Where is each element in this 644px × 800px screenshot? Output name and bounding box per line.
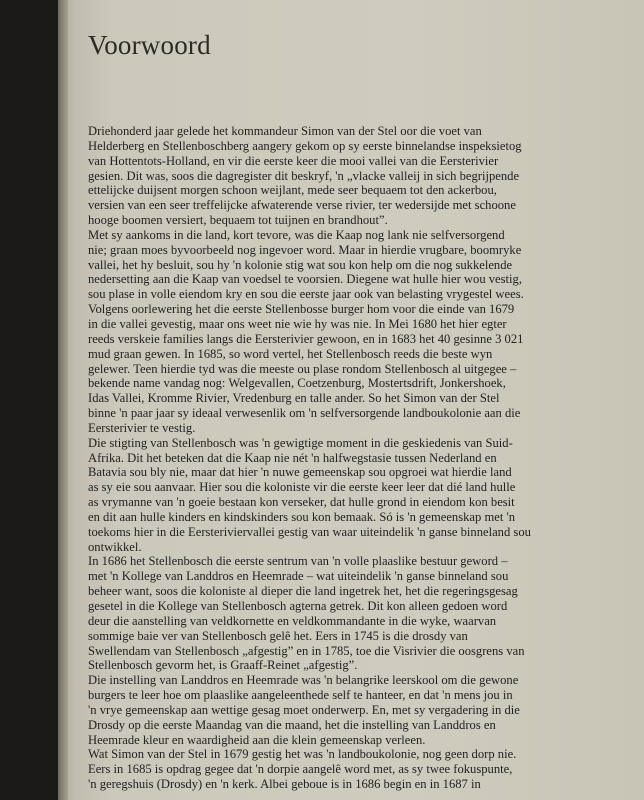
- text-line: binne 'n paar jaar sy ideaal verwesenlik om 'n selfversorgende landboukolonie aan die: [88, 406, 521, 421]
- body-text: [88, 124, 588, 792]
- text-line: Swellendam van Stellenbosch „afgestig” en in 1785, toe die Visrivier die oosgrens van: [88, 643, 525, 658]
- text-line: burgers te leer hoe om plaaslike aangeleenthede self te hanteer, en dat 'n mens jou in: [88, 688, 513, 703]
- text-line: Die instelling van Landdros en Heemrade was 'n belangrike leerskool om die gewone: [88, 673, 519, 688]
- text-line: gesetel in die Kollege van Stellenbosch agterna getrek. Dit kon alleen gedoen word: [88, 599, 508, 613]
- text-line: ettelijcke duijsent morgen schoon weijlant, mede seer bequaem tot den ackerbou,: [88, 183, 497, 198]
- text-line: versien van een seer treffelijcke afwaterende verse rivier, ter wedersijde met schoone: [88, 198, 516, 213]
- text-line: van Hottentots-Holland, en vir die eerste keer die mooi vallei van die Eersterivier: [88, 153, 499, 168]
- paragraph: [88, 673, 588, 747]
- text-line: 'n geregshuis (Drosdy) en 'n kerk. Albei geboue is in 1686 begin en in 1687 in: [88, 777, 481, 792]
- text-line: Volgens oorlewering het die eerste Stellenbosse burger hom voor die einde van 1679: [88, 302, 515, 317]
- text-line: mud graan gewen. In 1685, so word vertel, het Stellenbosch reeds die beste wyn: [88, 346, 493, 361]
- text-line: Met sy aankoms in die land, kort tevore, was die Kaap nog lank nie selfversorgend: [88, 227, 505, 242]
- text-line: Driehonderd jaar gelede het kommandeur Simon van der Stel oor die voet van: [88, 124, 482, 138]
- text-line: met 'n Kollege van Landdros en Heemrade – wat uiteindelik 'n ganse binneland sou: [88, 569, 509, 584]
- text-line: sommige baie ver van Stellenbosch gelê het. Eers in 1745 is die drosdy van: [88, 628, 468, 643]
- paragraph: [88, 124, 588, 436]
- book-spine-shadow: [58, 0, 68, 800]
- text-line: Eers in 1685 is opdrag gegee dat 'n dorpie aangelê word met, as sy twee fokuspunte,: [88, 762, 513, 777]
- text-line: gelewer. Teen hierdie tyd was die meeste ou plase rondom Stellenbosch al uitgegee –: [88, 361, 517, 376]
- text-line: en dit aan hulle kinders en kindskinders sou kon bemaak. Só is 'n gemeenskap met 'n: [88, 509, 516, 524]
- text-line: gesien. Dit was, soos die dagregister dit beskryf, 'n „vlacke valleij in sich begrijpende: [88, 168, 520, 183]
- book-page: [58, 0, 644, 800]
- text-line: Eersterivier te vestig.: [88, 420, 196, 435]
- text-line: 'n vrye gemeenskap aan wettige gesag moet onderwerp. En, met sy vergadering in die: [88, 702, 520, 717]
- page-title: Voorwoord: [88, 30, 211, 60]
- paragraph: [88, 747, 588, 792]
- paragraph: [88, 554, 588, 673]
- text-line: reeds verskeie families langs die Eersterivier gewoon, en in 1683 het 40 gesinne 3 021: [88, 331, 524, 346]
- text-line: in die vallei gevestig, maar ons weet nie wie hy was nie. In Mei 1680 het hier egter: [88, 316, 507, 331]
- paragraph: [88, 436, 588, 555]
- text-line: ontwikkel.: [88, 539, 142, 554]
- text-line: nedersetting aan die Kaap van voedsel te voorsien. Diegene wat hulle hier wou vestig,: [88, 272, 522, 287]
- text-line: In 1686 het Stellenbosch die eerste sentrum van 'n volle plaaslike bestuur geword –: [88, 554, 508, 569]
- text-line: deur die aanstelling van veldkornette en veldkommandante in die wyke, waarvan: [88, 613, 497, 628]
- text-line: beheer want, soos die koloniste al dieper die land ingetrek het, het die regeringsgesag: [88, 584, 518, 599]
- text-line: Stellenbosch gevorm het, is Graaff-Reinet „afgestig”.: [88, 658, 358, 673]
- text-line: as vrymanne van 'n goeie bestaan kon verseker, dat hulle grond in eiendom kon besit: [88, 495, 515, 510]
- text-line: Afrika. Dit het beteken dat die Kaap nie nét 'n halfwegstasie tussen Nederland en: [88, 450, 497, 465]
- text-line: Idas Vallei, Kromme Rivier, Vredenburg en talle ander. So het Simon van der Stel: [88, 391, 500, 406]
- text-line: bekende name vandag nog: Welgevallen, Coetzenburg, Mostertsdrift, Jonkershoek,: [88, 376, 506, 391]
- text-line: vallei, het hy besluit, sou hy 'n kolonie stig wat sou kon help om die nog sukkelende: [88, 257, 513, 272]
- text-line: Die stigting van Stellenbosch was 'n gewigtige moment in die geskiedenis van Suid-: [88, 435, 513, 450]
- text-line: as sy eie sou aanvaar. Hier sou die koloniste vir die eerste keer leer dat dié land hulle: [88, 480, 516, 495]
- text-line: Wat Simon van der Stel in 1679 gestig het was 'n landboukolonie, nog geen dorp nie.: [88, 747, 517, 762]
- text-line: nie; graan moes byvoorbeeld nog ingevoer word. Maar in hierdie vrugbare, boomryke: [88, 242, 522, 257]
- text-line: Helderberg en Stellenboschberg aangery gekom op sy eerste binnelandse inspeksietog: [88, 138, 522, 153]
- text-line: sou plase in volle eiendom kry en sou die eerste jaar ook van belasting vrygestel wees.: [88, 287, 524, 302]
- text-line: Batavia sou bly nie, maar dat hier 'n nuwe gemeenskap sou opgroei wat hierdie land: [88, 465, 512, 480]
- text-line: Heemrade kleur en waardigheid aan die klein gemeenskap verleen.: [88, 732, 426, 747]
- text-line: hooge boomen versiert, bequaem tot tuijnen en brandhout”.: [88, 213, 388, 228]
- text-line: toekoms hier in die Eersteriviervallei gestig van waar uiteindelik 'n ganse binneland sou: [88, 524, 531, 539]
- text-line: Drosdy op die eerste Maandag van die maand, het die instelling van Landdros en: [88, 717, 496, 732]
